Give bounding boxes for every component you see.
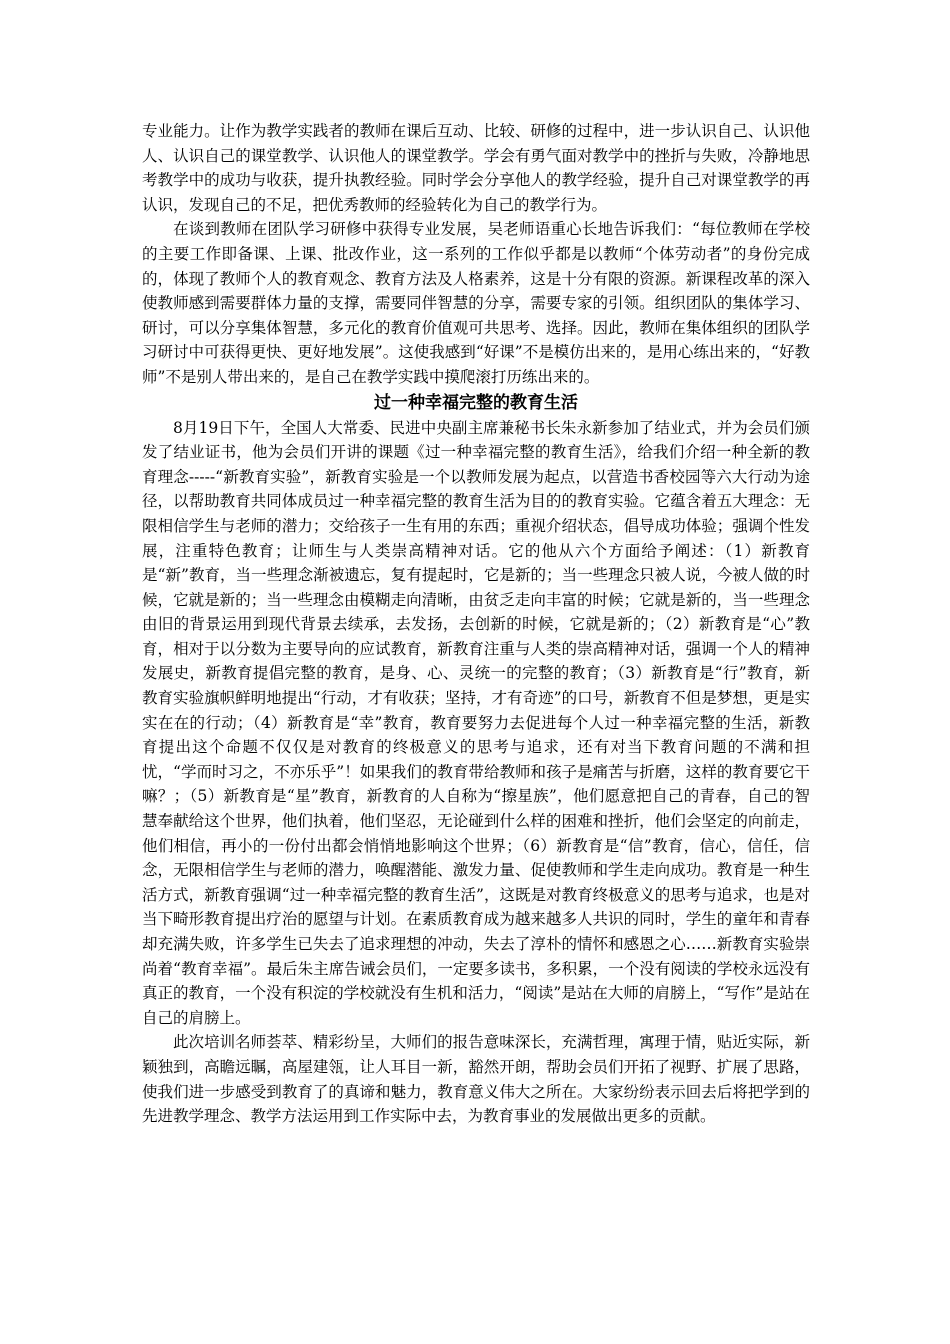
section-title: 过一种幸福完整的教育生活: [374, 392, 578, 413]
paragraph-conclusion: 此次培训名师荟萃、精彩纷呈，大师们的报告意味深长，充满哲理，寓理于情，贴近实际，新颖独到，高瞻远瞩，高屋建瓴，让人耳目一新，豁然开朗，帮助会员们开拓了视野、扩展了思路，使我们进一步感受到教育了的真谛和魅力，教育意义伟大之所在。大家纷纷表示回去后将把学到的先进教学理念、教学方法运用到工作实际中去，为教育事业的发展做出更多的贡献。: [142, 1033, 810, 1126]
paragraph-professional-ability: 专业能力。让作为教学实践者的教师在课后互动、比较、研修的过程中，进一步认识自己、认识他人、认识自己的课堂教学、认识他人的课堂教学。学会有勇气面对教学中的挫折与失败，冷静地思考教学中的成功与收获，提升执教经验。同时学会分享他人的教学经验，提升自己对课堂教学的再认识，发现自己的不足，把优秀教师的经验转化为自己的教学行为。: [142, 122, 810, 214]
document-page: [142, 119, 810, 1129]
paragraph-new-education: 8月19日下午，全国人大常委、民进中央副主席兼秘书长朱永新参加了结业式，并为会员们颁发了结业证书，他为会员们开讲的课题《过一种幸福完整的教育生活》，给我们介绍一种全新的教育理念-----“新教育实验”，新教育实验是一个以教师发展为起点，以营造书香校园等六大行动为途径，以帮助教育共同体成员过一种幸福完整的教育生活为目的的教育实验。它蕴含着五大理念：无限相信学生与老师的潜力；交给孩子一生有用的东西；重视介绍状态，倡导成功体验；强调个性发展，注重特色教育；让师生与人类崇高精神对话。它的他从六个方面给予阐述：（1）新教育是“新”教育，当一些理念渐被遗忘，复有提起时，它是新的；当一些理念只被人说，今被人做的时候，它就是新的；当一些理念由模糊走向清晰，由贫乏走向丰富的时候；它就是新的，当一些理念由旧的背景运用到现代背景去续承，去发扬，去创新的时候，它就是新的；（2）新教育是“心”教育，相对于以分数为主要导向的应试教育，新教育注重与人类的崇高精神对话，强调一个人的精神发展史，新教育提倡完整的教育，是身、心、灵统一的完整的教育；（3）新教育是“行”教育，新教育实验旗帜鲜明地提出“行动，才有收获；坚持，才有奇迹”的口号，新教育不但是梦想，更是实实在在的行动；（4）新教育是“幸”教育，教育要努力去促进每个人过一种幸福完整的生活，新教育提出这个命题不仅仅是对教育的终极意义的思考与追求，还有对当下教育问题的不满和担忧，“学而时习之，不亦乐乎”！如果我们的教育带给教师和孩子是痛苦与折磨，这样的教育要它干嘛？；（5）新教育是“星”教育，新教育的人自称为“擦星族”，他们愿意把自己的青春，自己的智慧奉献给这个世界，他们执着，他们坚忍，无论碰到什么样的困难和挫折，他们会坚定的向前走，他们相信，再小的一份付出都会悄悄地影响这个世界；（6）新教育是“信”教育，信心，信任，信念，无限相信学生与老师的潜力，唤醒潜能、激发力量、促使教师和学生走向成功。教育是一种生活方式，新教育强调“过一种幸福完整的教育生活”，这既是对教育终极意义的思考与追求，也是对当下畸形教育提出疗治的愿望与计划。在素质教育成为越来越多人共识的同时，学生的童年和青春却充满失败，许多学生已失去了追求理想的冲动，失去了淳朴的情怀和感恩之心……新教育实验崇尚着“教育幸福”。最后朱主席告诫会员们，一定要多读书，多积累，一个没有阅读的学校永远没有真正的教育，一个没有积淀的学校就没有生机和活力，“阅读”是站在大师的肩膀上，“写作”是站在自己的肩膀上。: [142, 418, 810, 1027]
paragraph-team-learning: 在谈到教师在团队学习研修中获得专业发展，吴老师语重心长地告诉我们：“每位教师在学校的主要工作即备课、上课、批改作业，这一系列的工作似乎都是以教师“个体劳动者”的身份完成的，体现了教师个人的教育观念、教育方法及人格素养，这是十分有限的资源。新课程改革的深入使教师感到需要群体力量的支撑，需要同伴智慧的分享，需要专家的引领。组织团队的集体学习、研讨，可以分享集体智慧，多元化的教育价值观可共思考、选择。因此，教师在集体组织的团队学习研讨中可获得更快、更好地发展”。这使我感到“好课”不是模仿出来的，是用心练出来的，“好教师”不是别人带出来的，是自己在教学实践中摸爬滚打历练出来的。: [142, 220, 810, 386]
